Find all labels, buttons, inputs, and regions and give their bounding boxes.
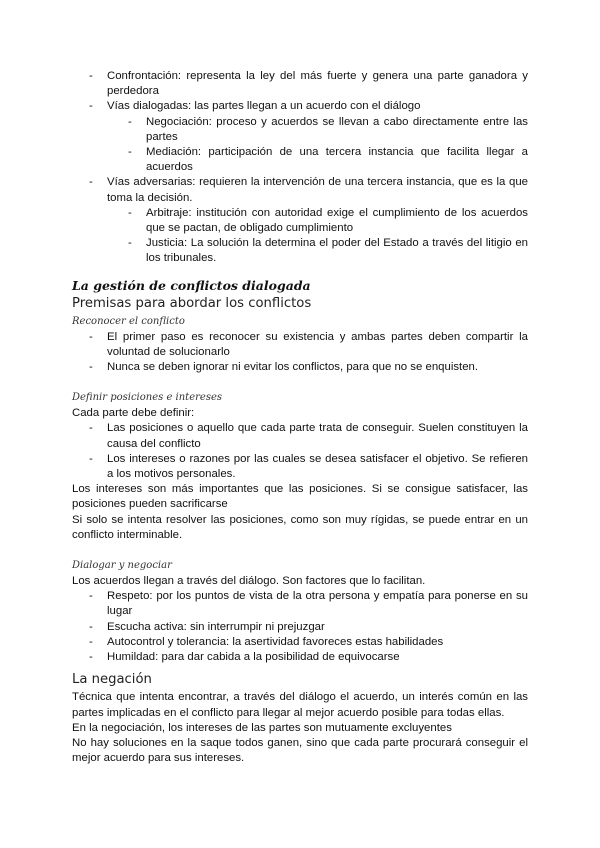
list-item-text: Mediación: participación de una tercera instancia que facilita llegar a acuerdos bbox=[146, 146, 528, 174]
list-item-text: Vías dialogadas: las partes llegan a un acuerdo con el diálogo bbox=[107, 100, 421, 113]
list-item bbox=[72, 650, 528, 665]
paragraph: Los intereses son más importantes que las posiciones. Si se consigue satisfacer, las posiciones pueden sacrificarse bbox=[72, 483, 528, 511]
list-item bbox=[72, 175, 528, 205]
list-item bbox=[72, 589, 528, 619]
sub-list-item bbox=[72, 145, 528, 175]
dash-bullet: - bbox=[128, 146, 132, 159]
dash-bullet: - bbox=[89, 620, 93, 633]
dash-bullet: - bbox=[89, 330, 93, 343]
list-item bbox=[72, 69, 528, 99]
page-content bbox=[72, 69, 528, 766]
negacion-heading: La negación bbox=[72, 672, 152, 688]
paragraph: En la negociación, los intereses de las partes son mutuamente excluyentes bbox=[72, 721, 452, 734]
sub-list-item bbox=[72, 206, 528, 236]
paragraph: Técnica que intenta encontrar, a través del diálogo el acuerdo, un interés común en las partes implicadas en el conflicto para llegar al mejor acuerdo posible para todas ellas. bbox=[72, 691, 528, 719]
paragraph: Si solo se intenta resolver las posiciones, como son muy rígidas, se puede entrar en un conflicto interminable. bbox=[72, 513, 528, 541]
list-item-text: Las posiciones o aquello que cada parte trata de conseguir. Suelen constituyen la causa del conflicto bbox=[107, 422, 528, 450]
list-item-text: Negociación: proceso y acuerdos se llevan a cabo directamente entre las partes bbox=[146, 115, 528, 143]
dialogar-heading: Dialogar y negociar bbox=[72, 560, 172, 572]
list-item bbox=[72, 635, 528, 650]
dash-bullet: - bbox=[89, 651, 93, 664]
paragraph: Los acuerdos llegan a través del diálogo. Son factores que lo facilitan. bbox=[72, 575, 426, 588]
list-item bbox=[72, 330, 528, 360]
dash-bullet: - bbox=[128, 115, 132, 128]
list-item bbox=[72, 360, 528, 375]
section-title: La gestión de conflictos dialogada bbox=[72, 277, 311, 293]
dash-bullet: - bbox=[128, 237, 132, 250]
list-item-text: Humildad: para dar cabida a la posibilidad de equivocarse bbox=[107, 651, 400, 664]
list-item-text: Respeto: por los puntos de vista de la otra persona y empatía para ponerse en su lugar bbox=[107, 590, 528, 618]
list-item bbox=[72, 620, 528, 635]
dash-bullet: - bbox=[89, 70, 93, 82]
list-item bbox=[72, 99, 528, 114]
list-item-text: Nunca se deben ignorar ni evitar los conflictos, para que no se enquisten. bbox=[107, 361, 479, 374]
list-item-text: Escucha activa: sin interrumpir ni prejuzgar bbox=[107, 620, 325, 633]
dash-bullet: - bbox=[89, 176, 93, 189]
dash-bullet: - bbox=[128, 206, 132, 219]
dash-bullet: - bbox=[89, 100, 93, 113]
premisas-heading: Premisas para abordar los conflictos bbox=[72, 295, 312, 311]
intro-list bbox=[72, 69, 528, 267]
list-item-text: Los intereses o razones por las cuales se desea satisfacer el objetivo. Se refieren a los motivos personales. bbox=[107, 452, 528, 481]
dash-bullet: - bbox=[89, 590, 93, 603]
dash-bullet: - bbox=[89, 635, 93, 648]
reconocer-heading: Reconocer el conflicto bbox=[72, 315, 185, 327]
list-item-text: Confrontación: representa la ley del más fuerte y genera una parte ganadora y perdedora bbox=[107, 70, 528, 98]
list-item bbox=[72, 421, 528, 451]
sub-list-item bbox=[72, 236, 528, 266]
list-item-text: Autocontrol y tolerancia: la asertividad favoreces estas habilidades bbox=[107, 635, 444, 648]
definir-heading: Definir posiciones e intereses bbox=[72, 392, 222, 404]
dash-bullet: - bbox=[89, 361, 93, 374]
sub-list-item bbox=[72, 115, 528, 145]
list-item-text: El primer paso es reconocer su existencia y ambas partes deben compartir la voluntad de solucionarlo bbox=[107, 330, 528, 358]
list-item-text: Justicia: La solución la determina el poder del Estado a través del litigio en los tribunales. bbox=[146, 237, 528, 265]
paragraph: No hay soluciones en la saque todos ganen, sino que cada parte procurará conseguir el mejor acuerdo para sus intereses. bbox=[72, 736, 528, 765]
spacer bbox=[72, 543, 528, 556]
list-item bbox=[72, 452, 528, 482]
spacer bbox=[72, 375, 528, 388]
list-item-text: Vías adversarias: requieren la intervención de una tercera instancia, que es la que toma la decisión. bbox=[107, 176, 528, 204]
dash-bullet: - bbox=[89, 422, 93, 435]
list-item-text: Arbitraje: institución con autoridad exige el cumplimiento de los acuerdos que se pactan, de obligado cumplimiento bbox=[146, 206, 528, 235]
paragraph: Cada parte debe definir: bbox=[72, 407, 195, 420]
dash-bullet: - bbox=[89, 452, 93, 465]
